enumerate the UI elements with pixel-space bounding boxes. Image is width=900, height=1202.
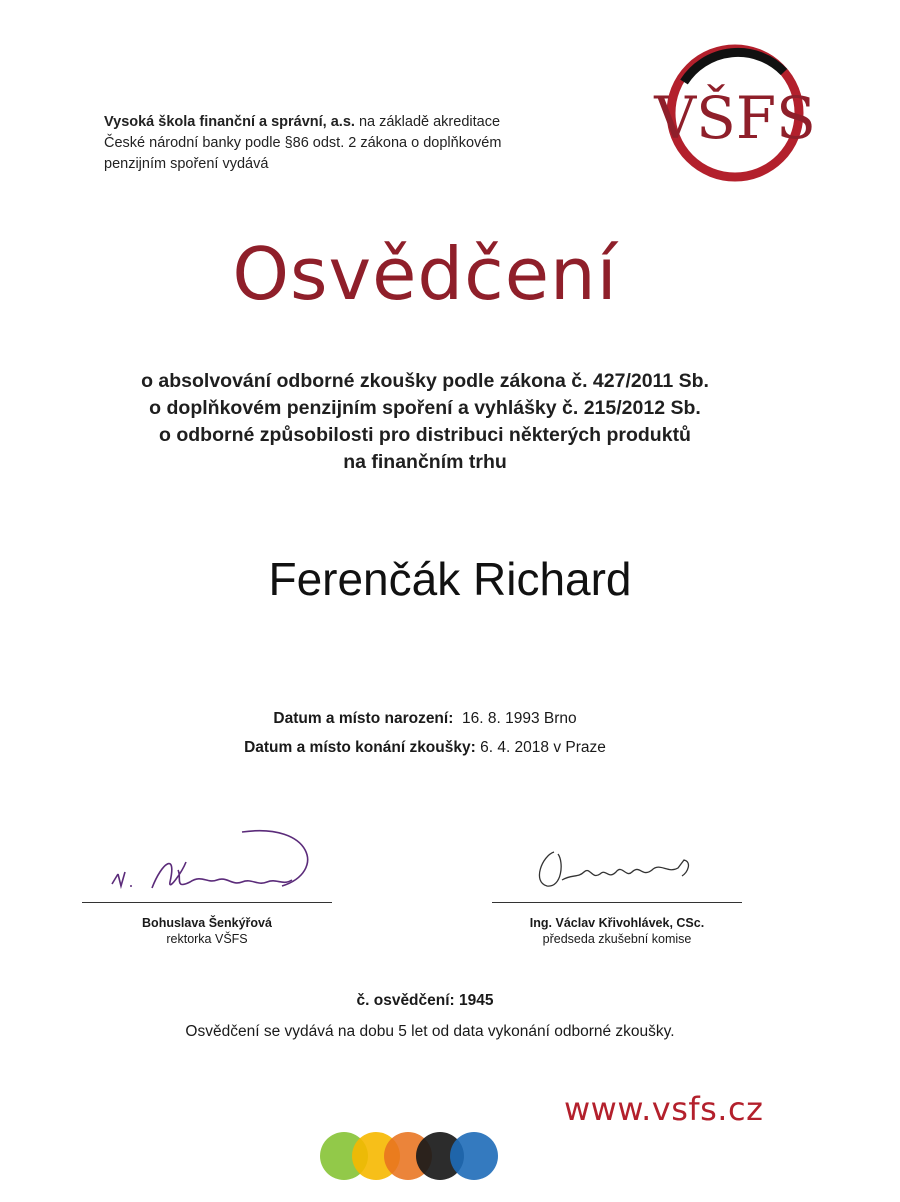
subtitle-line: o doplňkovém penzijním spoření a vyhlášky č. 215/2012 Sb. bbox=[149, 397, 701, 419]
birth-label: Datum a místo narození: bbox=[273, 710, 454, 727]
birth-row bbox=[0, 704, 850, 733]
birth-value: 16. 8. 1993 Brno bbox=[462, 710, 577, 727]
exam-value: 6. 4. 2018 v Praze bbox=[480, 739, 606, 756]
certificate-title: Osvědčení bbox=[232, 232, 618, 316]
exam-row bbox=[0, 733, 850, 762]
personal-details bbox=[0, 704, 850, 762]
website-link[interactable]: www.vsfs.cz bbox=[564, 1090, 764, 1128]
holder-name: Ferenčák Richard bbox=[268, 553, 632, 605]
exam-label: Datum a místo konání zkoušky: bbox=[244, 739, 476, 756]
issuer-name: Vysoká škola finanční a správní, a.s. bbox=[104, 114, 355, 130]
subtitle-line: o odborné způsobilosti pro distribuci některých produktů bbox=[159, 424, 691, 446]
logo-text: VŠFS bbox=[654, 84, 816, 152]
subtitle-line: o absolvování odborné zkoušky podle zákona č. 427/2011 Sb. bbox=[141, 370, 709, 392]
signature-block-chair bbox=[492, 822, 742, 947]
issuer-text-3: penzijním spoření vydává bbox=[104, 156, 269, 172]
subtitle-line: na finančním trhu bbox=[343, 451, 507, 473]
signatory-name: Ing. Václav Křivohlávek, CSc. bbox=[529, 916, 705, 930]
signature-rector bbox=[82, 822, 332, 902]
signatory-name: Bohuslava Šenkýřová bbox=[142, 916, 272, 930]
issuer-text-2: České národní banky podle §86 odst. 2 zákona o doplňkovém bbox=[104, 135, 502, 151]
vsfs-logo bbox=[654, 42, 816, 184]
signature-line bbox=[82, 902, 332, 903]
signatory-role: rektorka VŠFS bbox=[166, 932, 248, 946]
issuer-text-1: na základě akreditace bbox=[354, 114, 501, 130]
signatory-role: předseda zkušební komise bbox=[542, 932, 692, 946]
certificate-subtitle bbox=[0, 368, 850, 476]
validity-note: Osvědčení se vydává na dobu 5 let od data vykonání odborné zkoušky. bbox=[185, 1023, 675, 1040]
brand-dots bbox=[318, 1132, 502, 1172]
signature-chair bbox=[492, 822, 742, 902]
signature-line bbox=[492, 902, 742, 903]
issuer-statement bbox=[104, 112, 624, 175]
certificate-number: č. osvědčení: 1945 bbox=[356, 992, 494, 1009]
signature-block-rector bbox=[82, 822, 332, 947]
